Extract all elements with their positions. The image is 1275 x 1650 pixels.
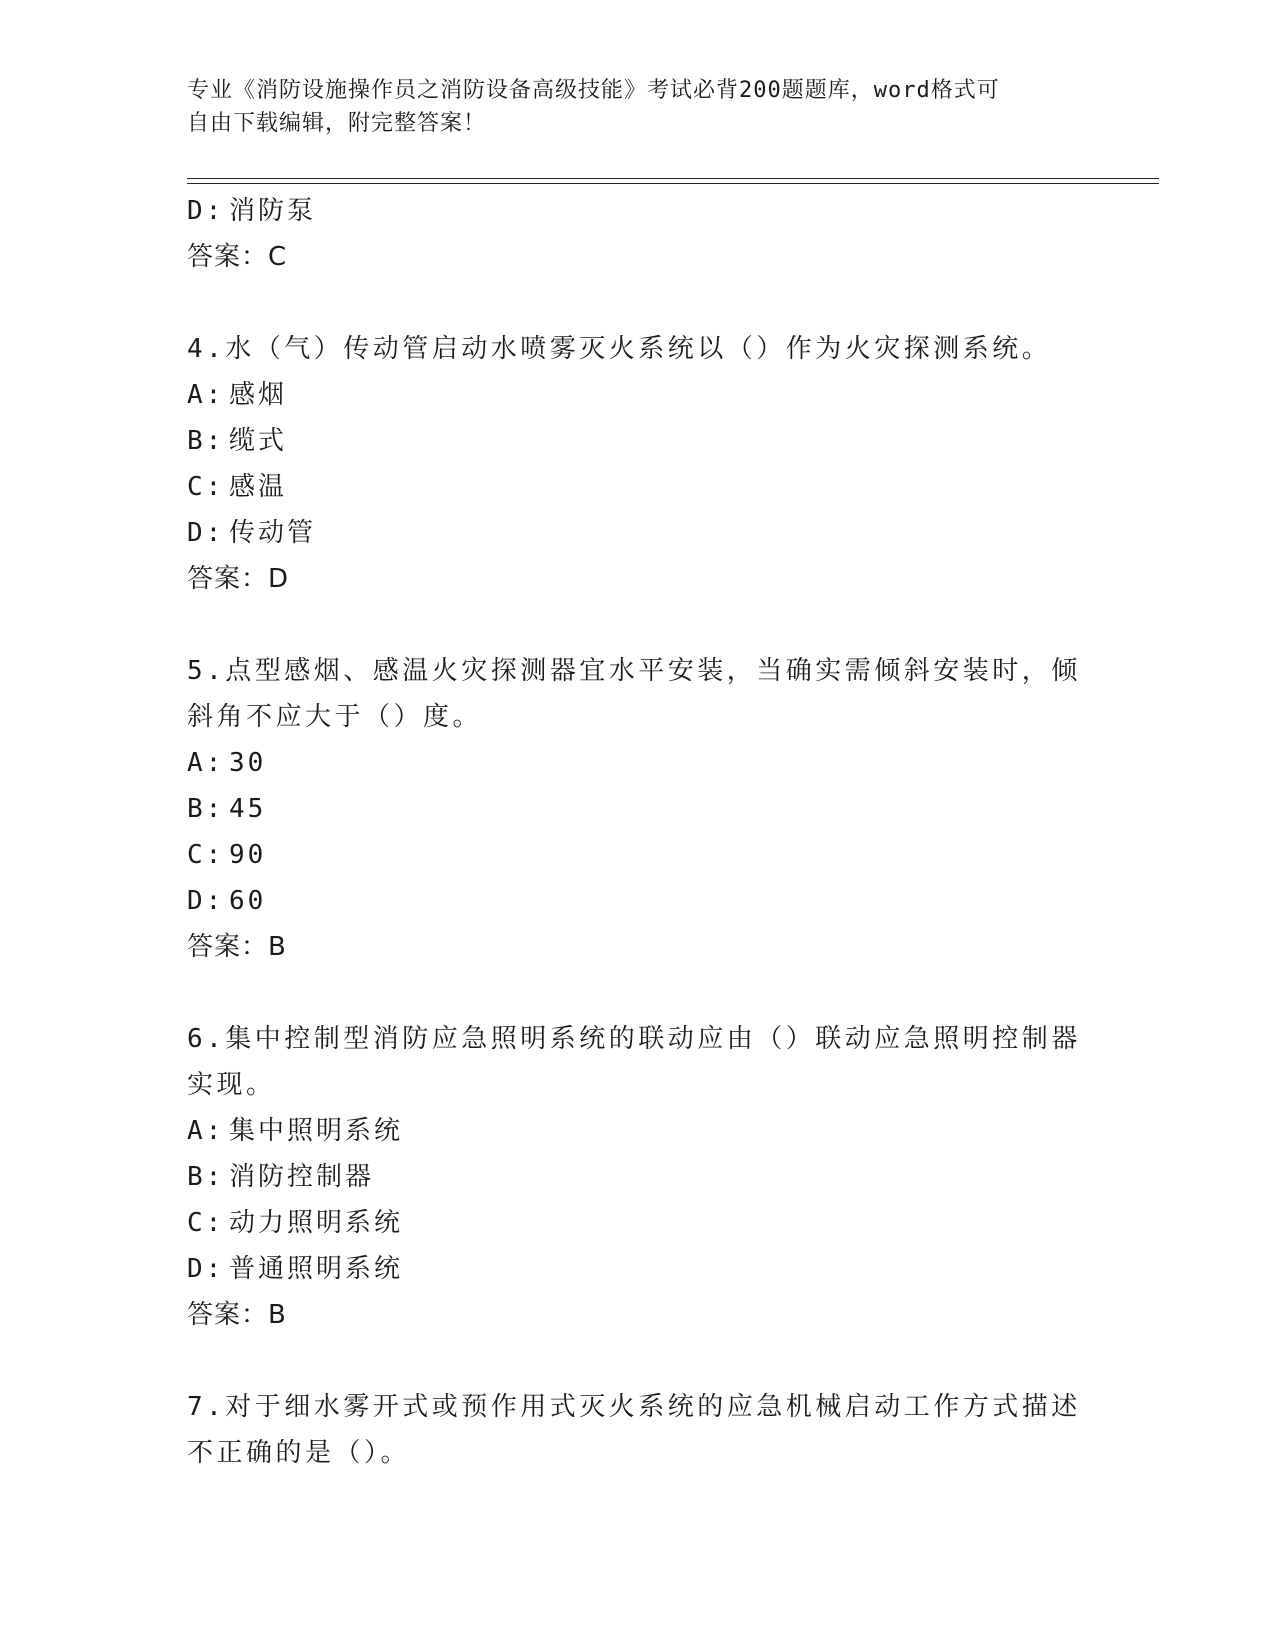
question-6 (187, 1016, 1087, 1338)
option-c (187, 1200, 1087, 1246)
page-header (187, 74, 1067, 140)
answer-line: 答案：D (187, 564, 290, 594)
option-text: 30 (229, 748, 267, 778)
option-text: 普通照明系统 (229, 1254, 404, 1284)
option-a (187, 740, 1087, 786)
option-text: 消防泵 (229, 196, 317, 226)
option-text: 感烟 (229, 380, 288, 410)
question-text-line: 6.集中控制型消防应急照明系统的联动应由（）联动应急照明控制器 (187, 1024, 1081, 1054)
answer-line: 答案：B (187, 932, 287, 962)
header-title-line-1: 专业《消防设施操作员之消防设备高级技能》考试必背200题题库，word格式可 (187, 78, 1000, 103)
question-text-line: 实现。 (187, 1070, 276, 1100)
header-title-line-2: 自由下载编辑，附完整答案！ (187, 111, 487, 136)
option-letter: D: (187, 1254, 225, 1284)
option-text: 动力照明系统 (229, 1208, 404, 1238)
option-b (187, 1154, 1087, 1200)
option-a (187, 372, 1087, 418)
question-text-line: 4.水（气）传动管启动水喷雾灭火系统以（）作为火灾探测系统。 (187, 334, 1052, 364)
option-letter: D: (187, 196, 225, 226)
question-5 (187, 648, 1087, 970)
option-text: 集中照明系统 (229, 1116, 404, 1146)
question-text-line: 不正确的是（）。 (187, 1438, 411, 1468)
option-letter: C: (187, 1208, 225, 1238)
option-b (187, 786, 1087, 832)
option-text: 60 (229, 886, 267, 916)
header-divider-top (187, 178, 1159, 179)
option-d (187, 510, 1087, 556)
question-3-tail (187, 188, 1087, 280)
option-text: 传动管 (229, 518, 317, 548)
option-d (187, 878, 1087, 924)
option-letter: A: (187, 1116, 225, 1146)
answer-line: 答案：B (187, 1300, 287, 1330)
question-4 (187, 326, 1087, 602)
option-b (187, 418, 1087, 464)
option-text: 感温 (229, 472, 288, 502)
option-letter: B: (187, 1162, 225, 1192)
question-text-line: 斜角不应大于（）度。 (187, 702, 483, 732)
option-d (187, 1246, 1087, 1292)
option-a (187, 1108, 1087, 1154)
option-letter: C: (187, 472, 225, 502)
option-text: 45 (229, 794, 267, 824)
option-c (187, 832, 1087, 878)
option-letter: D: (187, 886, 225, 916)
option-letter: B: (187, 794, 225, 824)
question-text-line: 7.对于细水雾开式或预作用式灭火系统的应急机械启动工作方式描述 (187, 1392, 1081, 1422)
question-list (187, 188, 1087, 1476)
option-text: 90 (229, 840, 267, 870)
option-d (187, 188, 1087, 234)
header-divider-bottom (187, 183, 1159, 184)
option-c (187, 464, 1087, 510)
option-letter: D: (187, 518, 225, 548)
option-text: 消防控制器 (229, 1162, 375, 1192)
answer-line: 答案：C (187, 242, 288, 272)
option-letter: B: (187, 426, 225, 456)
option-text: 缆式 (229, 426, 288, 456)
option-letter: C: (187, 840, 225, 870)
question-text-line: 5.点型感烟、感温火灾探测器宜水平安装，当确实需倾斜安装时，倾 (187, 656, 1081, 686)
option-letter: A: (187, 380, 225, 410)
question-7 (187, 1384, 1087, 1476)
option-letter: A: (187, 748, 225, 778)
